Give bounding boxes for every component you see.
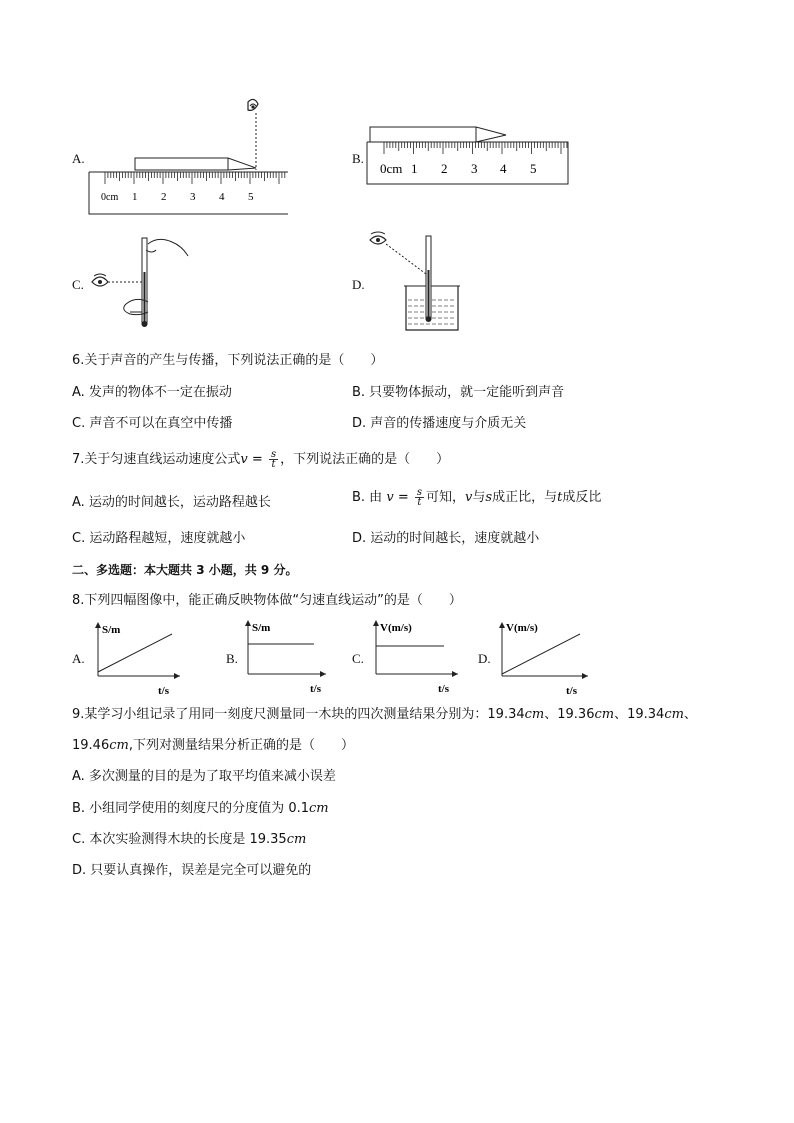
graph-c-label: C. — [352, 651, 364, 666]
formula-equals: = — [393, 490, 413, 505]
beaker-figure-d — [366, 230, 466, 334]
formula-denominator: t — [271, 459, 276, 470]
graph-a-xlabel: t/s — [158, 685, 169, 697]
separator: 、 — [544, 707, 558, 722]
q6-option-a[interactable]: A. 发声的物体不一定在振动 — [72, 385, 232, 400]
graph-b-label: B. — [226, 651, 238, 666]
graph-c-xlabel: t/s — [438, 683, 449, 695]
q9-stem-text: 9.某学习小组记录了用同一刻度尺测量同一木块的四次测量结果分别为： — [72, 707, 488, 722]
q7-stem-text: 7.关于匀速直线运动速度公式 — [72, 452, 241, 467]
formula-v: v — [240, 452, 248, 467]
unit: cm — [309, 801, 329, 816]
q7-b-text2: 成正比，与 — [492, 490, 558, 505]
section-title-pre: 二、多选题：本大题共 — [72, 563, 197, 577]
eye-icon — [92, 274, 108, 286]
q9-option-a[interactable]: A. 多次测量的目的是为了取平均值来减小误差 — [72, 769, 336, 784]
ruler-b-tick-label: 3 — [471, 161, 478, 176]
graph-a-label: A. — [72, 651, 85, 666]
measurement-3: 19.34 — [627, 707, 665, 722]
formula-fraction — [415, 488, 424, 507]
section-title-end: 分。 — [269, 563, 298, 577]
q7-b-mid: 可知， — [426, 490, 466, 505]
formula-equals: = — [247, 452, 267, 467]
measurement-1: 19.34 — [487, 707, 525, 722]
graph-c-svg — [366, 618, 466, 698]
q6-option-d[interactable]: D. 声音的传播速度与介质无关 — [352, 416, 527, 431]
q7-option-d[interactable]: D. 运动的时间越长，速度就越小 — [352, 531, 540, 546]
formula-v: v — [386, 490, 394, 505]
option-a-label: A. — [72, 151, 85, 166]
ruler-figure-b — [366, 122, 574, 188]
unit: cm — [524, 707, 545, 722]
q9-stem-tail: ,下列对测量结果分析正确的是（ ） — [128, 738, 354, 753]
var-v: v — [465, 490, 473, 505]
q7-b-text3: 成反比 — [562, 490, 602, 505]
q8-graph-c[interactable] — [352, 618, 492, 698]
ruler-b-tick-label: 1 — [411, 161, 418, 176]
ruler-a-tick-label: 3 — [190, 191, 196, 203]
q9-stem-line1 — [72, 706, 697, 724]
section-score: 9 — [260, 563, 270, 577]
q7-option-b[interactable] — [352, 488, 601, 507]
unit: cm — [109, 738, 129, 753]
graph-a-ylabel: S/m — [102, 624, 121, 636]
unit: cm — [664, 707, 684, 722]
section-title — [72, 561, 297, 579]
q8-stem: 8.下列四幅图像中，能正确反映物体做“匀速直线运动”的是（ ） — [72, 593, 462, 608]
measurement-2: 19.36 — [557, 707, 595, 722]
formula-numerator: s — [270, 449, 277, 460]
graph-d-svg — [492, 618, 600, 698]
q6-stem: 6.关于声音的产生与传播，下列说法正确的是（ ） — [72, 353, 384, 368]
q7-option-a[interactable]: A. 运动的时间越长，运动路程越长 — [72, 495, 271, 510]
unit: cm — [594, 707, 615, 722]
unit: cm — [286, 832, 307, 847]
graph-b-ylabel: S/m — [252, 622, 271, 634]
thermometer-figure-c — [86, 232, 192, 330]
ruler-a-tick-label: 4 — [219, 191, 225, 203]
q7-stem — [72, 450, 449, 469]
graph-a-svg — [88, 618, 188, 698]
graph-b-svg — [238, 618, 338, 698]
section-title-mid: 小题，共 — [204, 563, 261, 577]
ruler-b-tick-label: 2 — [441, 161, 448, 176]
ruler-a-tick-label: 2 — [161, 191, 167, 203]
formula-fraction — [269, 450, 278, 469]
var-t: t — [557, 490, 563, 505]
eye-icon — [248, 99, 258, 110]
ruler-b-unit: 0cm — [380, 161, 403, 176]
option-c-label: C. — [72, 277, 84, 292]
eye-icon — [370, 232, 386, 244]
measurement-4: 19.46 — [72, 738, 110, 753]
q8-graph-a[interactable] — [72, 618, 252, 698]
ruler-a-unit: 0cm — [101, 192, 119, 203]
formula-numerator: s — [416, 487, 422, 498]
option-d-label: D. — [352, 277, 365, 292]
q8-graph-d[interactable] — [478, 618, 598, 698]
q7-b-text1: 与 — [472, 490, 486, 505]
graph-a-line — [98, 634, 172, 672]
separator: 、 — [614, 707, 628, 722]
q7-stem-tail: ，下列说法正确的是（ ） — [280, 452, 450, 467]
q9-b-text: B. 小组同学使用的刻度尺的分度值为 0.1 — [72, 801, 309, 816]
q9-option-c[interactable] — [72, 831, 306, 849]
q8-graph-b[interactable] — [226, 618, 366, 698]
graph-d-line — [502, 634, 580, 674]
ruler-figure-a — [88, 96, 293, 218]
ruler-b-tick-label: 5 — [530, 161, 537, 176]
graph-d-ylabel: V(m/s) — [506, 622, 538, 634]
separator: 、 — [683, 707, 697, 722]
option-b-label: B. — [352, 151, 364, 166]
ruler-a-tick-label: 1 — [132, 191, 138, 203]
graph-c-ylabel: V(m/s) — [380, 622, 412, 634]
q9-stem-line2 — [72, 737, 354, 755]
q6-option-c[interactable]: C. 声音不可以在真空中传播 — [72, 416, 233, 431]
graph-d-xlabel: t/s — [566, 685, 577, 697]
ruler-b-tick-label: 4 — [500, 161, 507, 176]
var-s: s — [485, 490, 493, 505]
q9-option-d[interactable]: D. 只要认真操作，误差是完全可以避免的 — [72, 863, 312, 878]
q7-b-prefix: B. 由 — [352, 490, 383, 505]
q9-option-b[interactable] — [72, 800, 329, 818]
ruler-a-tick-label: 5 — [248, 191, 254, 203]
q7-option-c[interactable]: C. 运动路程越短，速度就越小 — [72, 531, 246, 546]
q6-option-b[interactable]: B. 只要物体振动，就一定能听到声音 — [352, 385, 565, 400]
graph-d-label: D. — [478, 651, 491, 666]
graph-b-xlabel: t/s — [310, 683, 321, 695]
q9-c-text: C. 本次实验测得木块的长度是 19.35 — [72, 832, 287, 847]
formula-denominator: t — [417, 497, 422, 508]
section-question-count: 3 — [196, 563, 205, 577]
